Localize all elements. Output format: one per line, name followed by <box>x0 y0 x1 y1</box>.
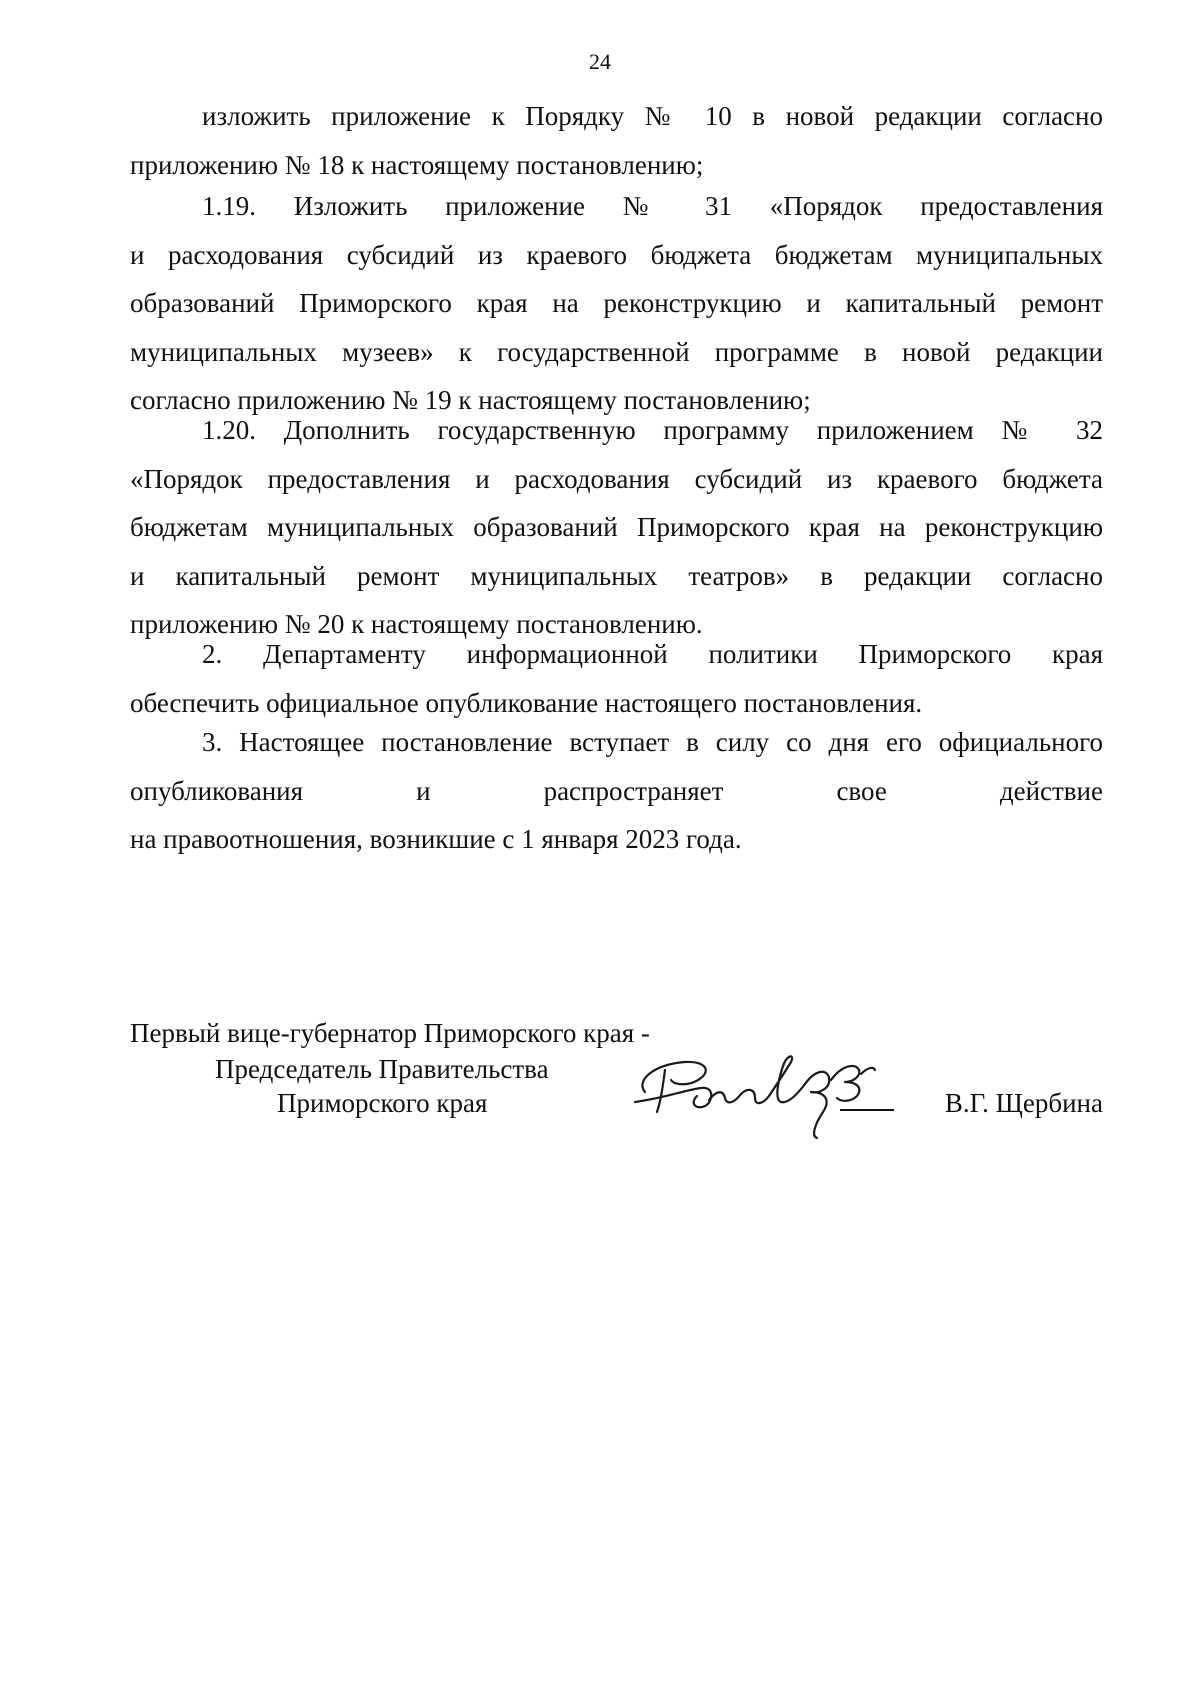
text-line: муниципальных музеев» к государственной программе в новой редакции <box>130 336 1103 367</box>
paragraph-1-20 <box>130 406 1103 649</box>
text-line: 1.19. Изложить приложение № 31 «Порядок предоставления <box>202 191 1103 221</box>
text-line: и капитальный ремонт муниципальных театров» в редакции согласно <box>130 560 1103 591</box>
signatory-position-line2: Председатель Правительства <box>215 1054 549 1084</box>
text-line: бюджетам муниципальных образований Приморского края на реконструкцию <box>130 512 1103 542</box>
text-line: «Порядок предоставления и расходования субсидий из краевого бюджета <box>130 463 1103 494</box>
text-line: 1.20. Дополнить государственную программу приложением № 32 <box>202 415 1103 445</box>
signature-block <box>130 1010 1103 1140</box>
text-line: на правоотношения, возникшие с 1 января 2023 года. <box>130 824 742 854</box>
text-line: приложению № 18 к настоящему постановлению; <box>130 149 704 180</box>
text-line: и расходования субсидий из краевого бюджета бюджетам муниципальных <box>130 239 1103 270</box>
signature-dash <box>840 1109 894 1111</box>
signatory-position-line3: Приморского края <box>277 1088 488 1118</box>
text-line: обеспечить официальное опубликование настоящего постановления. <box>130 687 923 718</box>
paragraph-3 <box>130 718 1103 864</box>
paragraph-1 <box>130 92 1103 189</box>
text-line: опубликования и распространяет свое действие <box>130 775 1103 806</box>
handwritten-signature <box>605 1040 925 1140</box>
paragraph-1-19 <box>130 182 1103 425</box>
signatory-name: В.Г. Щербина <box>944 1088 1103 1118</box>
signatory-position-line1: Первый вице-губернатор Приморского края - <box>130 1018 650 1048</box>
text-line: образований Приморского края на реконструкцию и капитальный ремонт <box>130 288 1103 318</box>
text-line: согласно приложению № 19 к настоящему постановлению; <box>130 385 811 415</box>
text-line: 2. Департаменту информационной политики Приморского края <box>202 639 1103 669</box>
text-line: изложить приложение к Порядку № 10 в новой редакции согласно <box>202 101 1103 131</box>
text-line: приложению № 20 к настоящему постановлению. <box>130 609 703 639</box>
text-line: 3. Настоящее постановление вступает в силу со дня его официального <box>202 727 1103 757</box>
page-number: 24 <box>589 49 611 74</box>
paragraph-2 <box>130 630 1103 727</box>
